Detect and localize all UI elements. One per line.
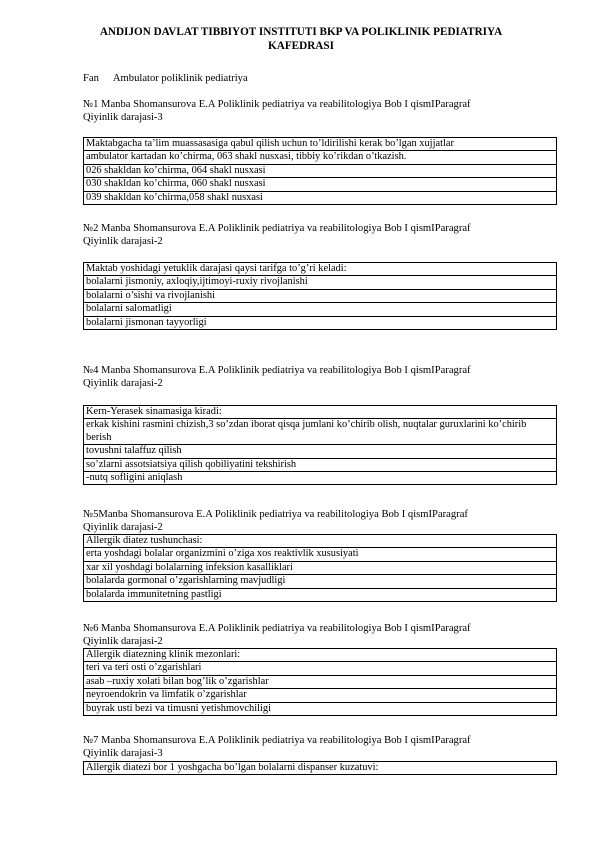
- question-5-header: [83, 508, 563, 534]
- answer-option: buyrak usti bezi va timusni yetishmovchiligi: [84, 702, 557, 715]
- document-title: [70, 25, 532, 53]
- question-level: Qiyinlik darajasi-3: [83, 748, 163, 759]
- answer-option: asab –ruxiy xolati bilan bog’lik o’zgarishlar: [84, 675, 557, 688]
- table-row: [84, 649, 557, 662]
- answer-option: bolalarni jismoniy, axloqiy,ijtimoyi-ruxiy rivojlanishi: [84, 276, 557, 289]
- title-line-1: ANDIJON DAVLAT TIBBIYOT INSTITUTI BKP VA POLIKLINIK PEDIATRIYA: [99, 26, 503, 38]
- subject-line: [83, 72, 248, 85]
- answer-option: ambulator kartadan ko’chirma, 063 shakl nusxasi, tibbiy ko’rikdan o’tkazish.: [84, 151, 557, 164]
- table-row: [84, 662, 557, 675]
- table-row: [84, 675, 557, 688]
- question-7-table: [83, 761, 557, 775]
- subject-value: Ambulator poliklinik pediatriya: [112, 73, 248, 84]
- question-source: №7 Manba Shomansurova E.A Poliklinik pediatriya va reabilitologiya Bob I qismIParagraf: [83, 735, 471, 746]
- table-row: [84, 535, 557, 548]
- table-row: [84, 151, 557, 164]
- table-row: [84, 575, 557, 588]
- question-text: Allergik diatezi bor 1 yoshgacha bo’lgan bolalarni dispanser kuzatuvi:: [84, 762, 557, 775]
- answer-option: xar xil yoshdagi bolalarning infeksion kasalliklari: [84, 561, 557, 574]
- question-2-table: [83, 262, 557, 330]
- question-level: Qiyinlik darajasi-2: [83, 236, 163, 247]
- title-line-2: KAFEDRASI: [268, 40, 334, 52]
- answer-option: 039 shakldan ko’chirma,058 shakl nusxasi: [84, 191, 557, 204]
- question-text: Maktab yoshidagi yetuklik darajasi qaysi tarifga to’g’ri keladi:: [84, 263, 557, 276]
- question-level: Qiyinlik darajasi-2: [83, 522, 163, 533]
- question-source: №4 Manba Shomansurova E.A Poliklinik pediatriya va reabilitologiya Bob I qismIParagraf: [83, 365, 471, 376]
- question-level: Qiyinlik darajasi-3: [83, 112, 163, 123]
- question-6-table: [83, 648, 557, 716]
- table-row: [84, 472, 557, 485]
- table-row: [84, 702, 557, 715]
- table-row: [84, 588, 557, 601]
- question-1-header: [83, 98, 563, 124]
- table-row: [84, 138, 557, 151]
- question-source: №5Manba Shomansurova E.A Poliklinik pediatriya va reabilitologiya Bob I qismIParagraf: [83, 509, 468, 520]
- answer-option: teri va teri osti o’zgarishlari: [84, 662, 557, 675]
- answer-option: bolalarni salomatligi: [84, 303, 557, 316]
- answer-option: bolalarda immunitetning pastligi: [84, 588, 557, 601]
- answer-option: erkak kishini rasmini chizish,3 so’zdan iborat qisqa jumlani ko’chirib olish, nuqtalar guruxlarini ko’chirib berish: [84, 419, 557, 445]
- table-row: [84, 548, 557, 561]
- table-row: [84, 276, 557, 289]
- answer-option: tovushni talaffuz qilish: [84, 445, 557, 458]
- subject-label: Fan: [83, 73, 99, 84]
- table-row: [84, 419, 557, 445]
- answer-option: bolalarni o’sishi va rivojlanishi: [84, 289, 557, 302]
- question-level: Qiyinlik darajasi-2: [83, 378, 163, 389]
- table-row: [84, 689, 557, 702]
- question-4-table: [83, 405, 557, 485]
- question-6-header: [83, 622, 563, 648]
- table-row: [84, 561, 557, 574]
- table-row: [84, 263, 557, 276]
- answer-option: erta yoshdagi bolalar organizmini o’ziga xos reaktivlik xususiyati: [84, 548, 557, 561]
- table-row: [84, 458, 557, 471]
- answer-option: bolalarni jismonan tayyorligi: [84, 316, 557, 329]
- question-7-header: [83, 734, 563, 760]
- answer-option: bolalarda gormonal o’zgarishlarning mavjudligi: [84, 575, 557, 588]
- question-1-table: [83, 137, 557, 205]
- table-row: [84, 164, 557, 177]
- table-row: [84, 762, 557, 775]
- table-row: [84, 289, 557, 302]
- answer-option: 030 shakldan ko’chirma, 060 shakl nusxasi: [84, 178, 557, 191]
- question-4-header: [83, 364, 563, 390]
- answer-option: neyroendokrin va limfatik o’zgarishlar: [84, 689, 557, 702]
- table-row: [84, 178, 557, 191]
- answer-option: 026 shakldan ko’chirma, 064 shakl nusxasi: [84, 164, 557, 177]
- question-source: №1 Manba Shomansurova E.A Poliklinik pediatriya va reabilitologiya Bob I qismIParagraf: [83, 99, 471, 110]
- question-text: Allergik diatezning klinik mezonlari:: [84, 649, 557, 662]
- table-row: [84, 406, 557, 419]
- question-text: Maktabgacha ta’lim muassasasiga qabul qilish uchun to’ldirilishi kerak bo’lgan xujjatlar: [84, 138, 557, 151]
- question-source: №2 Manba Shomansurova E.A Poliklinik pediatriya va reabilitologiya Bob I qismIParagraf: [83, 223, 471, 234]
- question-source: №6 Manba Shomansurova E.A Poliklinik pediatriya va reabilitologiya Bob I qismIParagraf: [83, 623, 471, 634]
- question-5-table: [83, 534, 557, 602]
- answer-option: -nutq sofligini aniqlash: [84, 472, 557, 485]
- answer-option: so’zlarni assotsiatsiya qilish qobiliyatini tekshirish: [84, 458, 557, 471]
- question-text: Kern-Yerasek sinamasiga kiradi:: [84, 406, 557, 419]
- table-row: [84, 303, 557, 316]
- question-2-header: [83, 222, 563, 248]
- question-level: Qiyinlik darajasi-2: [83, 636, 163, 647]
- table-row: [84, 191, 557, 204]
- question-text: Allergik diatez tushunchasi:: [84, 535, 557, 548]
- table-row: [84, 316, 557, 329]
- table-row: [84, 445, 557, 458]
